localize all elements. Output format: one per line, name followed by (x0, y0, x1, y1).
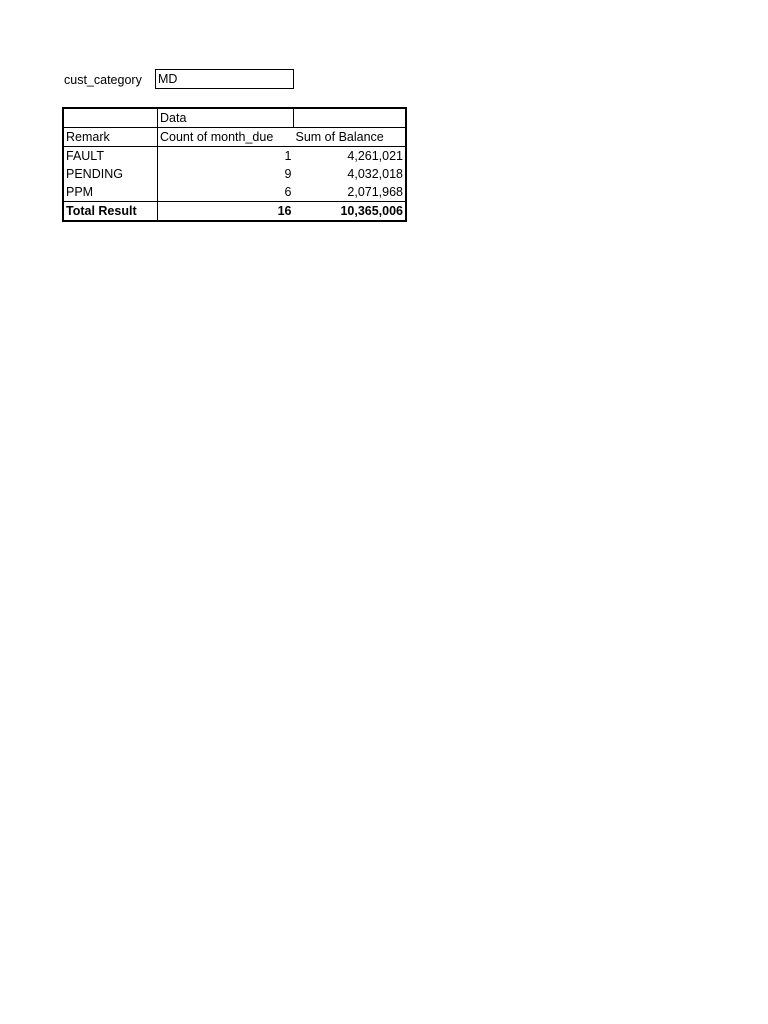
table-row (63, 147, 406, 166)
pivot-table (62, 107, 407, 222)
table-row (63, 165, 406, 183)
row-sum: 4,032,018 (347, 167, 403, 181)
pivot-column-header-row (63, 128, 406, 147)
pivot-data-header: Data (158, 108, 294, 128)
total-sum: 10,365,006 (294, 202, 407, 222)
pivot-column-header-count: Count of month_due (158, 128, 294, 147)
filter-label: cust_category (64, 73, 142, 87)
total-count: 16 (158, 202, 294, 222)
row-count: 1 (284, 149, 292, 163)
pivot-total-row (63, 202, 406, 222)
row-remark: PENDING (63, 165, 158, 183)
pivot-data-header-row (63, 108, 406, 128)
total-label: Total Result (63, 202, 158, 222)
pivot-row-header: Remark (63, 128, 158, 147)
row-count: 6 (284, 185, 292, 199)
row-sum: 2,071,968 (347, 185, 403, 199)
row-sum: 4,261,021 (347, 149, 403, 163)
row-count: 9 (284, 167, 292, 181)
filter-value-cell[interactable]: MD (155, 69, 294, 89)
pivot-corner-cell (63, 108, 158, 128)
table-row (63, 183, 406, 202)
row-remark: PPM (63, 183, 158, 202)
row-remark: FAULT (63, 147, 158, 166)
pivot-column-header-sum: Sum of Balance (294, 128, 407, 147)
pivot-data-header-empty (294, 108, 407, 128)
